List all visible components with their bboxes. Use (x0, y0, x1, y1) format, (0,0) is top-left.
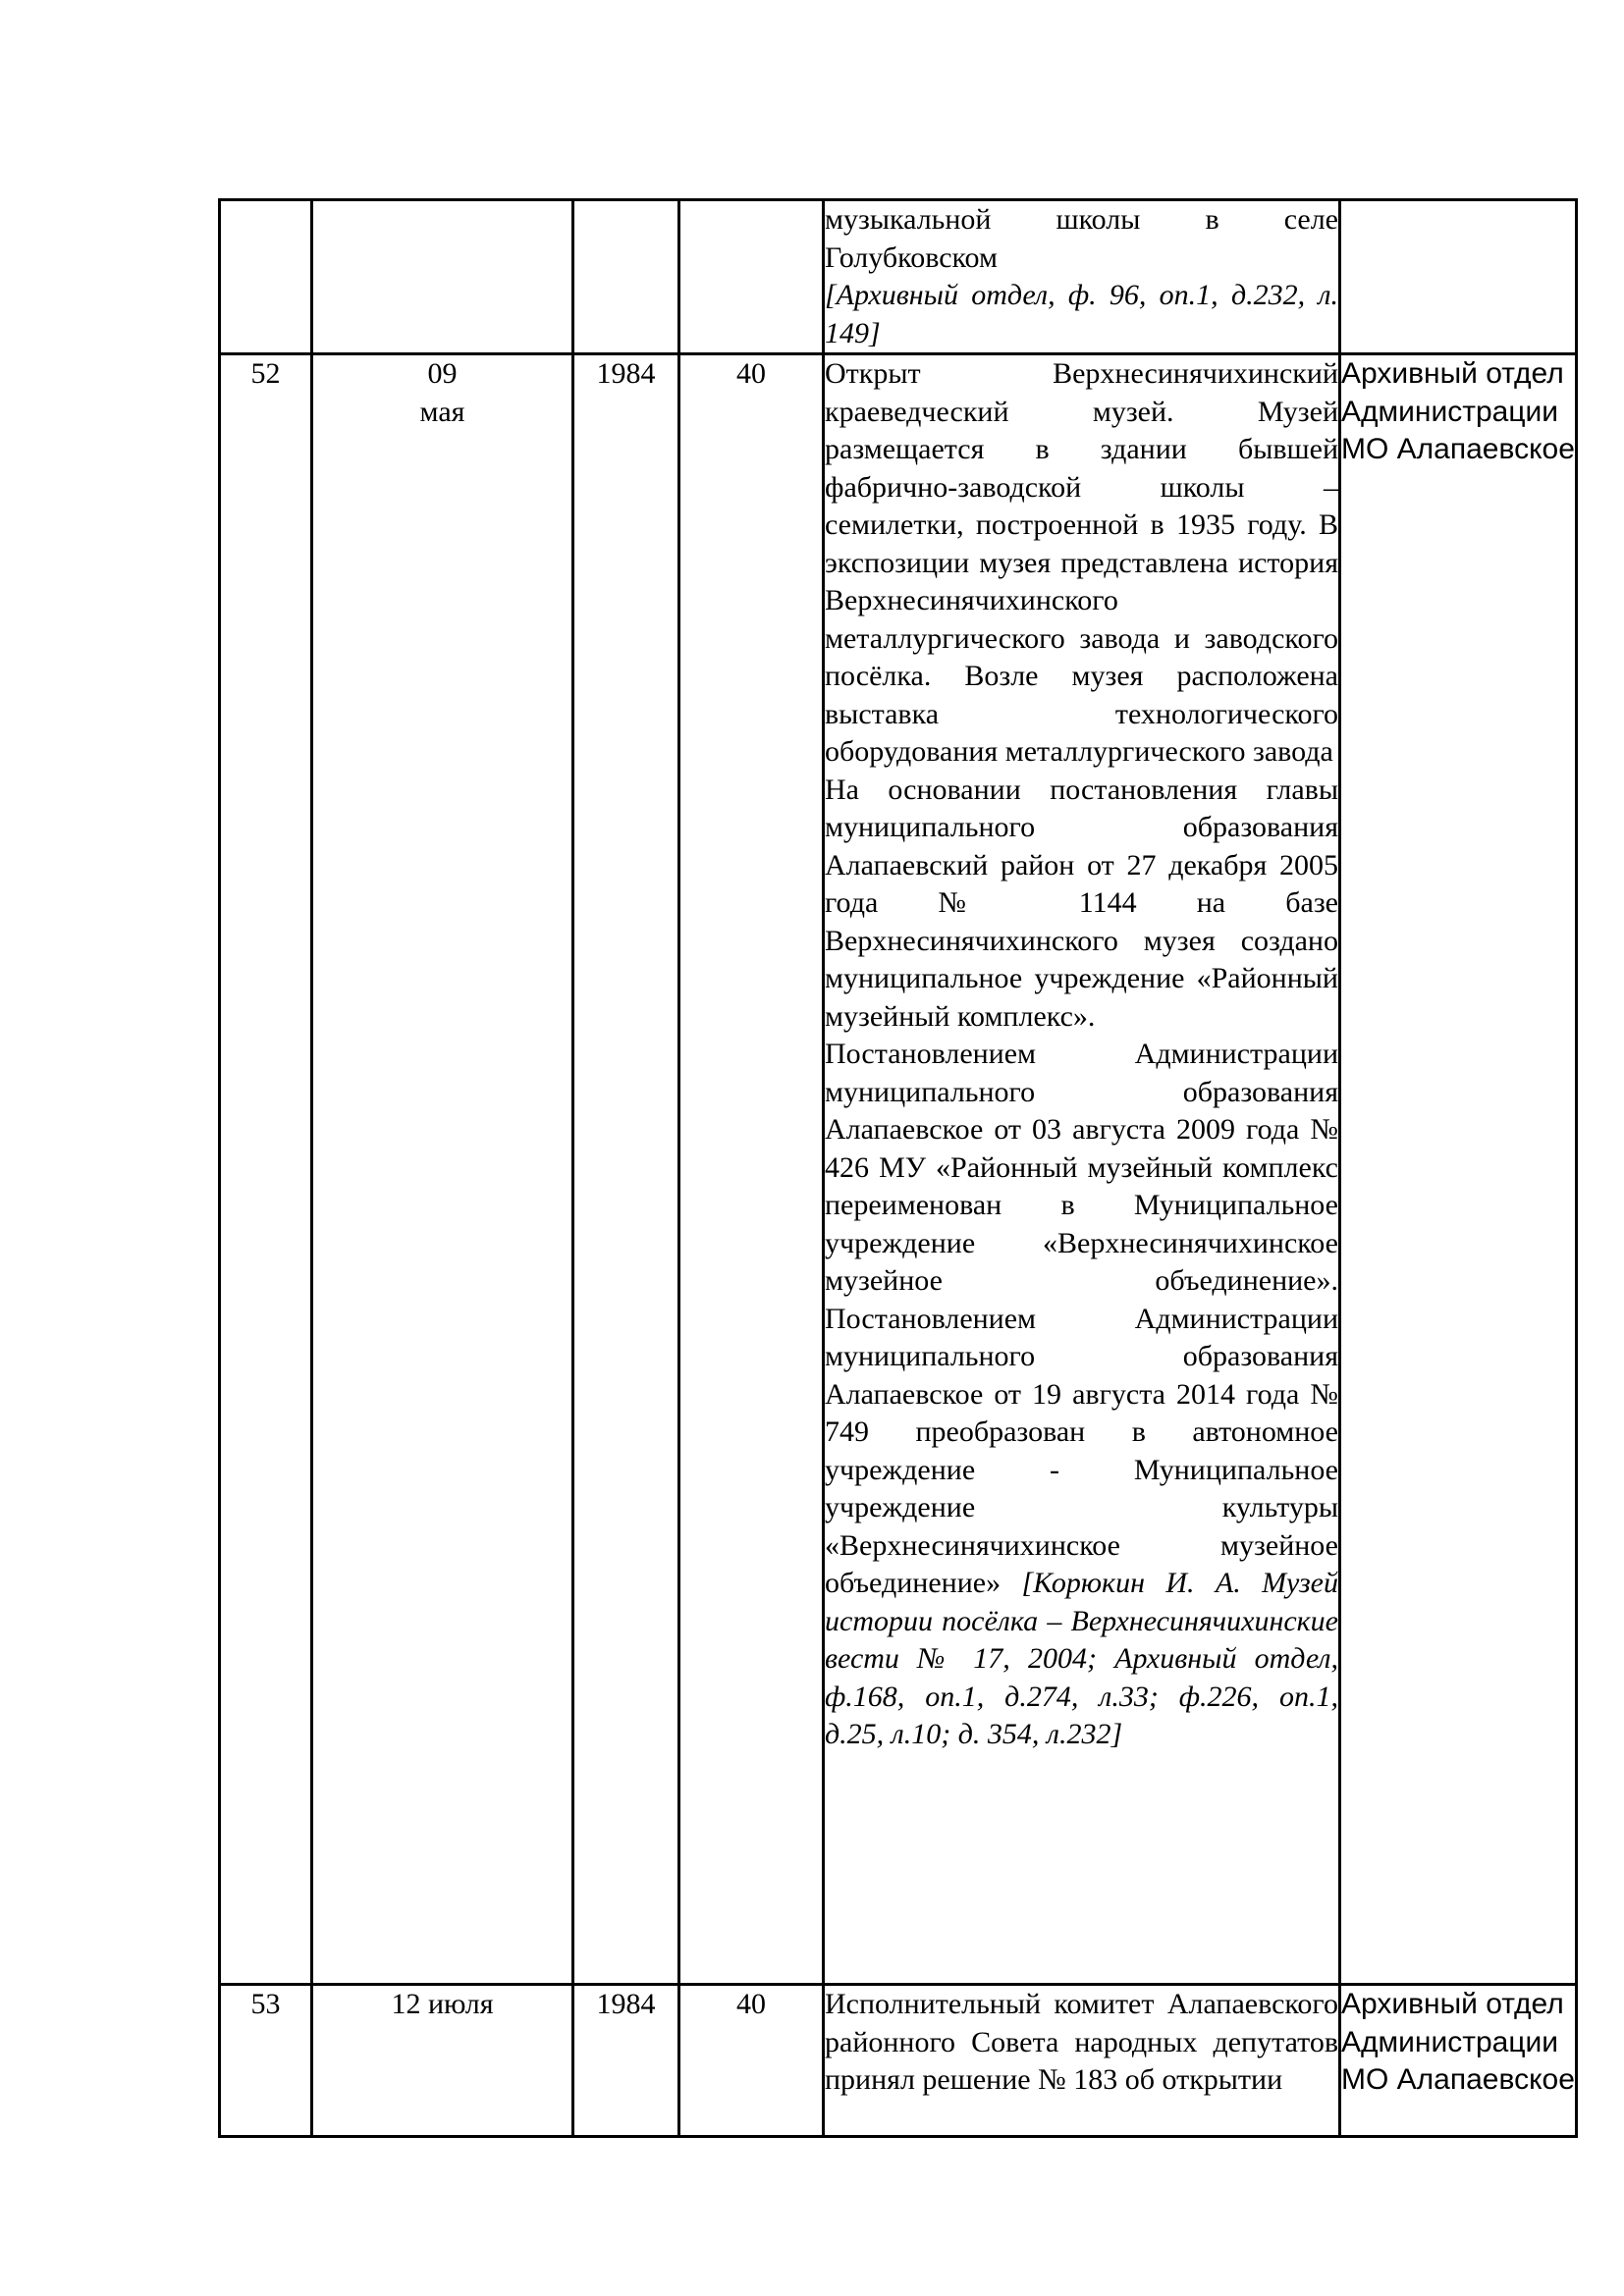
row-anniversary: 40 (679, 1985, 824, 2137)
source-line: Архивный отдел (1341, 1988, 1564, 2020)
row-number (220, 200, 312, 354)
event-paragraph: музыкальной школы в селе Голубковском (825, 203, 1338, 274)
row-year (573, 200, 679, 354)
row-date (312, 354, 573, 1985)
event-paragraph (825, 1036, 1338, 1754)
row-number: 52 (220, 354, 312, 1985)
row-date (312, 200, 573, 354)
row-date-month: мая (419, 395, 465, 428)
row-number: 53 (220, 1985, 312, 2137)
event-paragraph-text: Постановлением Администрации муниципального образования Алапаевское от 03 августа 2009 года № 426 МУ «Районный музейный комплекс переименован в Муниципальное учреждение «Верхнесинячихинское музейное объединение». Постановлением Администрации муниципального образования Алапаевское от 19 августа 2014 года № 749 преобразован в автономное учреждение - Муниципальное учреждение культуры «Верхнесинячихинское музейное объединение» (825, 1038, 1338, 1599)
source-line: Архивный отдел (1341, 357, 1564, 390)
row-source (1340, 1985, 1577, 2137)
source-line: Администрации (1341, 2025, 1559, 2058)
table-row (220, 1985, 1577, 2137)
row-event-text (824, 354, 1340, 1985)
event-citation: [Корюкин И. А. Музей истории посёлка – Верхнесинячихинские вести № 17, 2004; Архивный отдел, ф.168, оп.1, д.274, л.33; ф.226, оп.1, д.25, л.10; д. 354, л.232] (825, 1567, 1338, 1750)
row-event-text (824, 200, 1340, 354)
source-line: МО Алапаевское (1341, 2063, 1575, 2096)
chronicle-table (218, 198, 1578, 2138)
row-year: 1984 (573, 354, 679, 1985)
source-line: Администрации (1341, 395, 1559, 428)
event-paragraph: Исполнительный комитет Алапаевского районного Совета народных депутатов принял решение № 183 об открытии (825, 1988, 1338, 2096)
row-date-day: 09 (427, 357, 458, 390)
source-line: МО Алапаевское (1341, 433, 1575, 465)
table-row (220, 200, 1577, 354)
event-paragraph: На основании постановления главы муниципального образования Алапаевский район от 27 декабря 2005 года № 1144 на базе Верхнесинячихинского музея создано муниципальное учреждение «Районный музейный комплекс». (825, 773, 1338, 1033)
row-source (1340, 200, 1577, 354)
row-source (1340, 354, 1577, 1985)
event-citation: [Архивный отдел, ф. 96, оп.1, д.232, л. 149] (825, 279, 1338, 349)
row-year: 1984 (573, 1985, 679, 2137)
row-anniversary (679, 200, 824, 354)
table-row (220, 354, 1577, 1985)
row-event-text (824, 1985, 1340, 2137)
row-anniversary: 40 (679, 354, 824, 1985)
row-date: 12 июля (312, 1985, 573, 2137)
event-paragraph: Открыт Верхнесинячихинский краеведческий музей. Музей размещается в здании бывшей фабрично-заводской школы – семилетки, построенной в 1935 году. В экспозиции музея представлена история Верхнесинячихинского металлургического завода и заводского посёлка. Возле музея расположена выставка технологического оборудования металлургического завода (825, 357, 1338, 768)
